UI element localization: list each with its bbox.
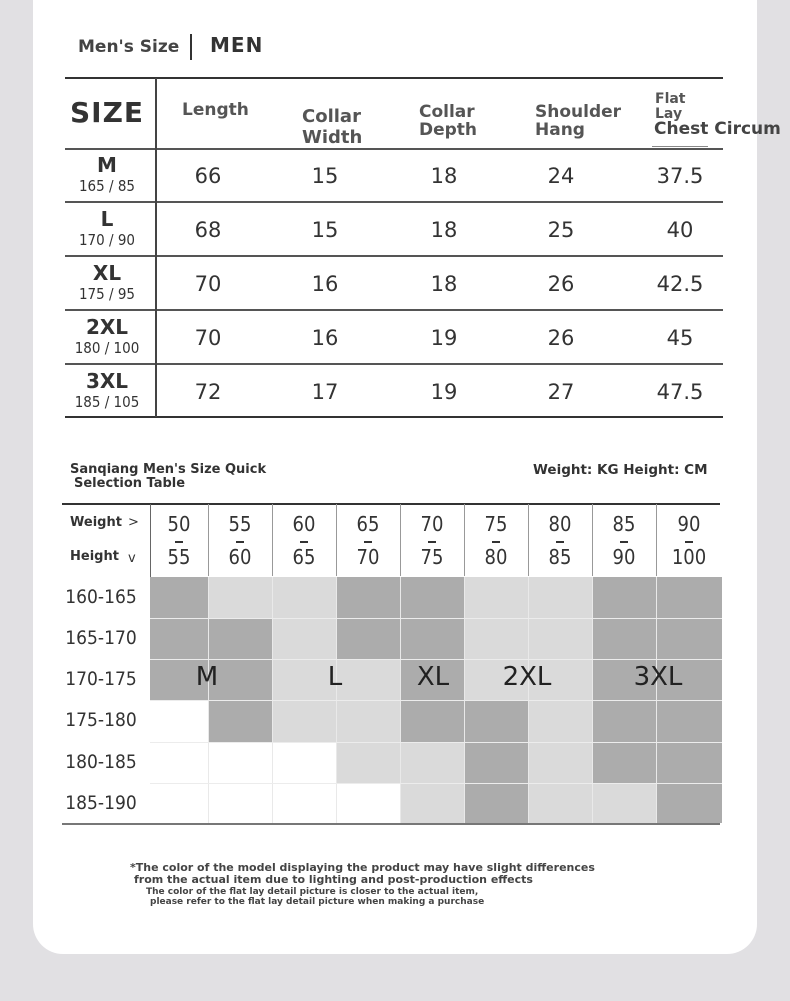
grid-cell (272, 742, 336, 783)
size-height-chest: 185 / 105 (74, 393, 140, 411)
grid-cell (400, 577, 464, 618)
disclaimer-note (130, 862, 595, 886)
grid-cell (208, 783, 272, 823)
weight-range-to: 55 (167, 545, 191, 569)
weight-range-to: 90 (612, 545, 636, 569)
grid-line (150, 659, 722, 660)
grid-cell (464, 577, 528, 618)
grid-line (150, 618, 722, 619)
col-length-header: Length (182, 100, 249, 120)
size-region-label: 2XL (502, 662, 552, 692)
weight-range-dash (428, 541, 436, 543)
weight-range-from: 55 (228, 512, 252, 536)
size-name: L (100, 207, 114, 231)
chest-value: 45 (666, 326, 694, 350)
size-height-chest: 175 / 95 (78, 285, 136, 303)
height-range-label: 180-185 (65, 751, 137, 773)
weight-arrow-icon: > (128, 515, 139, 530)
size-region-label: 3XL (633, 662, 683, 692)
grid-cell (150, 742, 208, 783)
grid-cell (592, 700, 656, 742)
weight-range-from: 70 (420, 512, 444, 536)
chest-value: 37.5 (656, 164, 704, 188)
grid-cell (528, 700, 592, 742)
size-region-label: M (195, 662, 219, 692)
note-line: The color of the flat lay detail picture is closer to the actual item, (146, 887, 479, 897)
grid-cell (208, 618, 272, 659)
length-value: 72 (194, 380, 222, 404)
size-name: XL (92, 261, 122, 285)
grid-cell (150, 700, 208, 742)
collar-width-value: 17 (311, 380, 339, 404)
grid-cell (464, 700, 528, 742)
grid-cell (400, 742, 464, 783)
length-value: 66 (194, 164, 222, 188)
weight-range-to: 70 (356, 545, 380, 569)
grid-cell (528, 783, 592, 823)
grid-cell (464, 618, 528, 659)
table-top-rule (65, 77, 723, 79)
weight-range-to: 65 (292, 545, 316, 569)
grid-cell (656, 700, 722, 742)
grid-cell (464, 742, 528, 783)
grid-line (150, 783, 722, 784)
weight-axis-label: Weight (70, 515, 122, 530)
grid-cell (336, 783, 400, 823)
chest-value: 47.5 (656, 380, 704, 404)
size-name: 2XL (85, 315, 129, 339)
collar-depth-value: 18 (430, 272, 458, 296)
grid-cell (336, 700, 400, 742)
weight-range-from: 75 (484, 512, 508, 536)
grid-cell (272, 618, 336, 659)
chest-underline (652, 146, 708, 147)
grid-cell (400, 618, 464, 659)
weight-range-dash (236, 541, 244, 543)
grid-cell (150, 577, 208, 618)
grid-cell (528, 577, 592, 618)
collar-depth-value: 19 (430, 380, 458, 404)
size-region-label: L (327, 662, 343, 692)
weight-range-to: 60 (228, 545, 252, 569)
row-divider (65, 363, 723, 365)
size-header: SIZE (70, 96, 145, 129)
weight-range-dash (175, 541, 183, 543)
col-chest-header: Chest Circum (654, 120, 781, 138)
col-collar-depth-header: Collar Depth (419, 102, 478, 140)
weight-range-dash (492, 541, 500, 543)
flat-lay-note (146, 887, 484, 907)
grid-cell (336, 742, 400, 783)
weight-range-from: 50 (167, 512, 191, 536)
grid-cell (336, 577, 400, 618)
size-height-chest: 180 / 100 (74, 339, 140, 357)
chest-value: 42.5 (656, 272, 704, 296)
collar-depth-value: 18 (430, 164, 458, 188)
shoulder-value: 26 (547, 326, 575, 350)
quick-select-title-line2: Selection Table (74, 476, 186, 491)
weight-range-from: 65 (356, 512, 380, 536)
height-range-label: 165-170 (65, 627, 137, 649)
weight-range-dash (300, 541, 308, 543)
grid-cell (208, 742, 272, 783)
shoulder-value: 27 (547, 380, 575, 404)
grid-cell (272, 577, 336, 618)
col-flat-lay-header: Flat Lay (655, 91, 686, 122)
weight-range-dash (685, 541, 693, 543)
height-axis-label: Height (70, 549, 119, 564)
row-divider (65, 201, 723, 203)
weight-column-divider (272, 504, 273, 576)
grid-cell (464, 783, 528, 823)
length-value: 70 (194, 326, 222, 350)
row-divider (65, 255, 723, 257)
weight-range-from: 90 (677, 512, 701, 536)
collar-width-value: 16 (311, 272, 339, 296)
grid-cell (208, 700, 272, 742)
note-line: please refer to the flat lay detail picture when making a purchase (150, 897, 485, 907)
grid-cell (656, 742, 722, 783)
length-value: 70 (194, 272, 222, 296)
grid-cell (592, 577, 656, 618)
shoulder-value: 24 (547, 164, 575, 188)
collar-depth-value: 18 (430, 218, 458, 242)
quick-table-top-rule (62, 503, 720, 505)
height-range-label: 160-165 (65, 586, 137, 608)
size-height-chest: 170 / 90 (78, 231, 136, 249)
note-line: from the actual item due to lighting and post-production effects (134, 873, 533, 886)
quick-select-title (70, 463, 266, 491)
quick-select-title-line1: Sanqiang Men's Size Quick (70, 462, 267, 477)
grid-cell (400, 783, 464, 823)
grid-cell (150, 618, 208, 659)
weight-range-to: 80 (484, 545, 508, 569)
grid-cell (656, 618, 722, 659)
table-bottom-rule (65, 416, 723, 418)
grid-cell (272, 700, 336, 742)
size-region-label: XL (416, 662, 450, 692)
grid-cell (272, 783, 336, 823)
grid-cell (592, 618, 656, 659)
grid-line (150, 742, 722, 743)
grid-cell (592, 742, 656, 783)
size-column-divider (155, 78, 157, 417)
grid-cell (400, 700, 464, 742)
weight-range-from: 60 (292, 512, 316, 536)
weight-range-to: 75 (420, 545, 444, 569)
table-header-rule (65, 148, 723, 150)
weight-range-dash (620, 541, 628, 543)
grid-cell (656, 577, 722, 618)
shoulder-value: 25 (547, 218, 575, 242)
grid-cell (528, 742, 592, 783)
collar-depth-value: 19 (430, 326, 458, 350)
size-height-chest: 165 / 85 (78, 177, 136, 195)
weight-column-divider (592, 504, 593, 576)
weight-range-dash (364, 541, 372, 543)
height-range-label: 185-190 (65, 792, 137, 814)
height-arrow-icon: v (128, 551, 136, 566)
units-label: Weight: KG Height: CM (533, 462, 708, 478)
collar-width-value: 15 (311, 218, 339, 242)
weight-column-divider (528, 504, 529, 576)
size-name: 3XL (85, 369, 129, 393)
weight-column-divider (208, 504, 209, 576)
grid-cell (592, 783, 656, 823)
note-line: *The color of the model displaying the product may have slight differences (130, 861, 595, 874)
col-shoulder-header: Shoulder Hang (535, 102, 622, 140)
grid-cell (336, 618, 400, 659)
weight-column-divider (464, 504, 465, 576)
length-value: 68 (194, 218, 222, 242)
grid-cell (208, 577, 272, 618)
mens-size-label: Men's Size (78, 37, 180, 57)
shoulder-value: 26 (547, 272, 575, 296)
category-title: MEN (210, 33, 264, 57)
grid-cell (528, 618, 592, 659)
weight-range-from: 80 (548, 512, 572, 536)
weight-range-to: 85 (548, 545, 572, 569)
title-divider (190, 34, 192, 60)
weight-range-dash (556, 541, 564, 543)
weight-column-divider (400, 504, 401, 576)
height-range-label: 175-180 (65, 709, 137, 731)
weight-column-divider (656, 504, 657, 576)
quick-table-bottom-rule (62, 823, 720, 825)
grid-line (150, 700, 722, 701)
grid-cell (150, 783, 208, 823)
collar-width-value: 16 (311, 326, 339, 350)
grid-cell (656, 783, 722, 823)
row-divider (65, 309, 723, 311)
chest-value: 40 (666, 218, 694, 242)
size-name: M (97, 153, 117, 177)
col-collar-width-header: Collar Width (302, 106, 363, 148)
weight-column-divider (336, 504, 337, 576)
height-range-label: 170-175 (65, 668, 137, 690)
weight-range-from: 85 (612, 512, 636, 536)
weight-range-to: 100 (671, 545, 707, 569)
collar-width-value: 15 (311, 164, 339, 188)
